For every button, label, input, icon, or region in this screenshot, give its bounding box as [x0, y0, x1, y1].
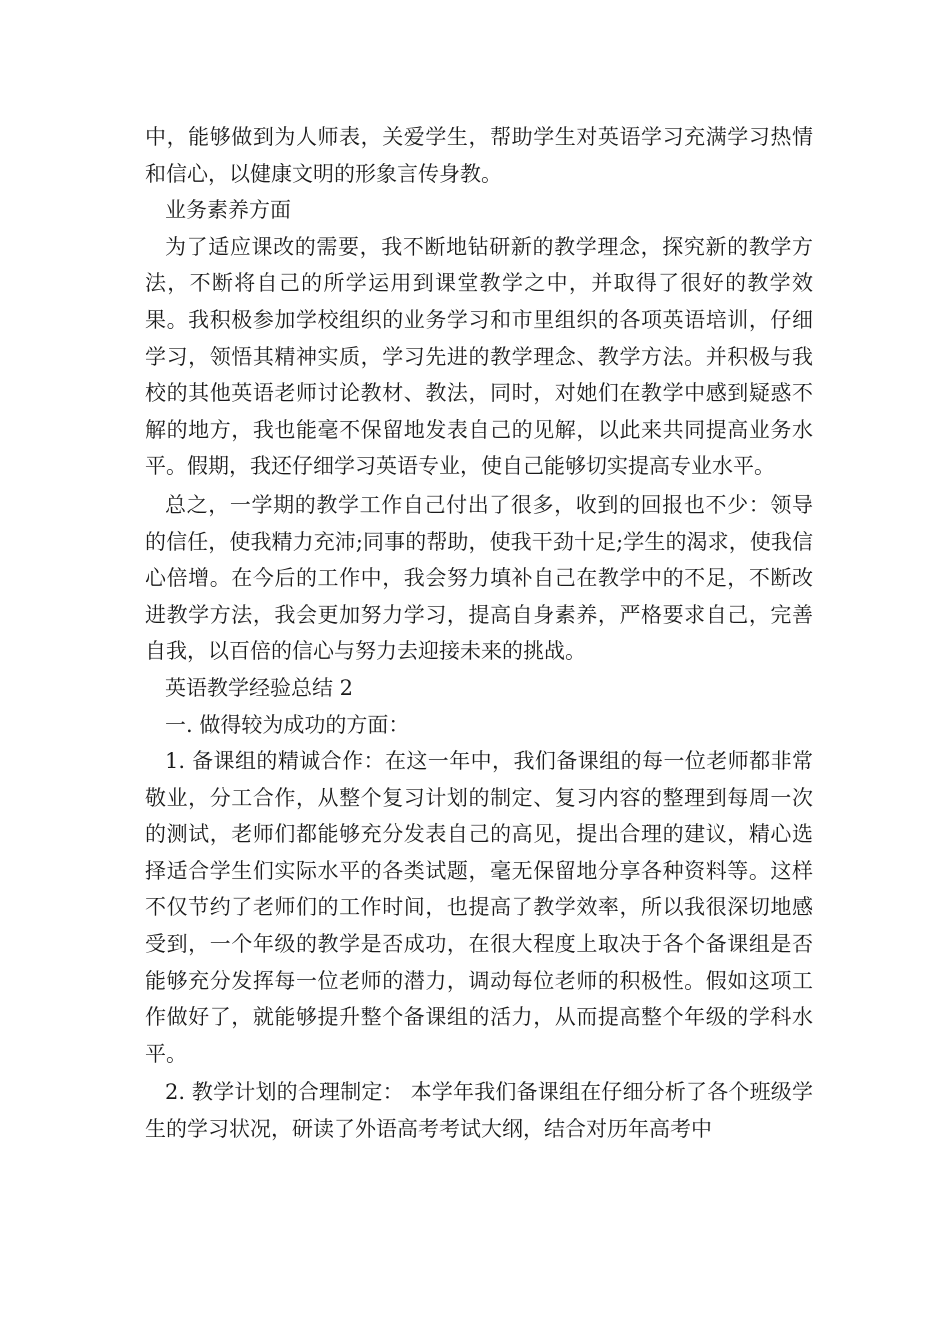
paragraph-lesson-group-cooperation: 1. 备课组的精诚合作：在这一年中，我们备课组的每一位老师都非常敬业，分工合作，从整个复习计划的制定、复习内容的整理到每周一次的测试，老师们都能够充分发表自己的高见，提出合理的建议，精心选择适合学生们实际水平的各类试题，毫无保留地分享各种资料等。这样不仅节约了老师们的工作时间，也提高了教学效率，所以我很深切地感受到，一个年级的教学是否成功，在很大程度上取决于各个备课组是否能够充分发挥每一位老师的潜力，调动每位老师的积极性。假如这项工作做好了，就能够提升整个备课组的活力，从而提高整个年级的学科水平。 [145, 749, 813, 1066]
paragraph-professional-study: 为了适应课改的需要，我不断地钻研新的教学理念，探究新的教学方法，不断将自己的所学运用到课堂教学之中，并取得了很好的教学效果。我积极参加学校组织的业务学习和市里组织的各项英语培训，仔细学习，领悟其精神实质，学习先进的教学理念、教学方法。并积极与我校的其他英语老师讨论教材、教法，同时，对她们在教学中感到疑惑不解的地方，我也能毫不保留地发表自己的见解，以此来共同提高业务水平。假期，我还仔细学习英语专业，使自己能够切实提高专业水平。 [145, 234, 813, 479]
section-heading-teaching-summary-2: 英语教学经验总结 2 [165, 675, 354, 700]
section-heading-successful-aspects: 一. 做得较为成功的方面： [165, 712, 410, 737]
paragraph-summary: 总之，一学期的教学工作自己付出了很多，收到的回报也不少：领导的信任，使我精力充沛;同事的帮助，使我干劲十足;学生的渴求，使我信心倍增。在今后的工作中，我会努力填补自己在教学中的不足，不断改进教学方法，我会更加努力学习，提高自身素养，严格要求自己，完善自我，以百倍的信心与努力去迎接未来的挑战。 [145, 492, 813, 664]
section-heading-professional-quality: 业务素养方面 [165, 198, 291, 223]
paragraph-continuation: 中，能够做到为人师表，关爱学生，帮助学生对英语学习充满学习热情和信心，以健康文明的形象言传身教。 [145, 125, 813, 186]
document-body [145, 119, 813, 1148]
paragraph-teaching-plan: 2. 教学计划的合理制定： 本学年我们备课组在仔细分析了各个班级学生的学习状况，研读了外语高考考试大纲，结合对历年高考中 [145, 1080, 813, 1142]
